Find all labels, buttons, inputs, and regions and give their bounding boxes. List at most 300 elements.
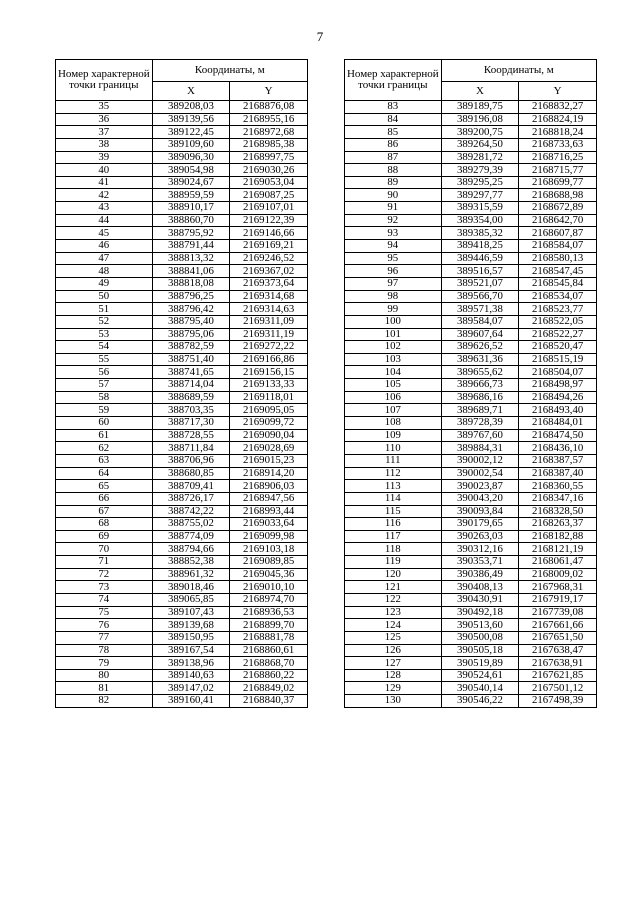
point-number-cell: 71 xyxy=(56,556,153,569)
y-coordinate-cell: 2168545,84 xyxy=(519,277,597,290)
x-coordinate-cell: 389666,73 xyxy=(441,379,519,392)
point-number-cell: 120 xyxy=(345,568,442,581)
y-coordinate-cell: 2168121,19 xyxy=(519,543,597,556)
y-coordinate-cell: 2169015,23 xyxy=(230,454,308,467)
table-row xyxy=(345,214,597,227)
x-coordinate-cell: 389884,31 xyxy=(441,442,519,455)
table-row xyxy=(345,265,597,278)
table-row xyxy=(345,404,597,417)
point-number-cell: 45 xyxy=(56,227,153,240)
x-coordinate-cell: 389139,56 xyxy=(152,113,230,126)
point-number-cell: 99 xyxy=(345,303,442,316)
y-coordinate-cell: 2168387,57 xyxy=(519,454,597,467)
x-coordinate-cell: 389631,36 xyxy=(441,353,519,366)
y-coordinate-cell: 2167638,47 xyxy=(519,644,597,657)
table-row xyxy=(345,543,597,556)
point-number-cell: 90 xyxy=(345,189,442,202)
point-number-cell: 52 xyxy=(56,315,153,328)
table-row xyxy=(56,682,308,695)
y-coordinate-cell: 2168955,16 xyxy=(230,113,308,126)
y-coordinate-cell: 2168733,63 xyxy=(519,138,597,151)
point-number-cell: 79 xyxy=(56,657,153,670)
table-row xyxy=(56,454,308,467)
table-row xyxy=(345,695,597,708)
x-coordinate-cell: 390179,65 xyxy=(441,518,519,531)
x-coordinate-cell: 388742,22 xyxy=(152,505,230,518)
point-number-cell: 96 xyxy=(345,265,442,278)
table-row xyxy=(345,442,597,455)
y-coordinate-cell: 2169314,63 xyxy=(230,303,308,316)
table-row xyxy=(345,556,597,569)
y-coordinate-cell: 2169030,26 xyxy=(230,164,308,177)
x-coordinate-cell: 389264,50 xyxy=(441,138,519,151)
point-number-cell: 73 xyxy=(56,581,153,594)
point-number-cell: 57 xyxy=(56,379,153,392)
y-coordinate-cell: 2168672,89 xyxy=(519,202,597,215)
x-coordinate-cell: 390430,91 xyxy=(441,593,519,606)
x-coordinate-cell: 390408,13 xyxy=(441,581,519,594)
x-coordinate-cell: 388680,85 xyxy=(152,467,230,480)
table-row xyxy=(56,126,308,139)
point-number-cell: 115 xyxy=(345,505,442,518)
point-number-cell: 43 xyxy=(56,202,153,215)
table-row xyxy=(56,669,308,682)
point-number-cell: 105 xyxy=(345,379,442,392)
x-coordinate-cell: 389521,07 xyxy=(441,277,519,290)
x-coordinate-cell: 389385,32 xyxy=(441,227,519,240)
point-number-cell: 60 xyxy=(56,417,153,430)
y-coordinate-cell: 2169033,64 xyxy=(230,518,308,531)
y-coordinate-cell: 2168642,70 xyxy=(519,214,597,227)
y-coordinate-cell: 2168699,77 xyxy=(519,176,597,189)
header-coordinates: Координаты, м xyxy=(152,60,307,82)
y-coordinate-cell: 2167638,91 xyxy=(519,657,597,670)
x-coordinate-cell: 389584,07 xyxy=(441,315,519,328)
table-row xyxy=(56,644,308,657)
y-coordinate-cell: 2168849,02 xyxy=(230,682,308,695)
x-coordinate-cell: 390519,89 xyxy=(441,657,519,670)
y-coordinate-cell: 2167621,85 xyxy=(519,669,597,682)
y-coordinate-cell: 2167919,17 xyxy=(519,593,597,606)
table-row xyxy=(56,619,308,632)
table-row xyxy=(56,581,308,594)
x-coordinate-cell: 388782,59 xyxy=(152,341,230,354)
table-row xyxy=(56,404,308,417)
point-number-cell: 80 xyxy=(56,669,153,682)
point-number-cell: 117 xyxy=(345,530,442,543)
point-number-cell: 130 xyxy=(345,695,442,708)
point-number-cell: 81 xyxy=(56,682,153,695)
y-coordinate-cell: 2169146,66 xyxy=(230,227,308,240)
y-coordinate-cell: 2168985,38 xyxy=(230,138,308,151)
point-number-cell: 53 xyxy=(56,328,153,341)
point-number-cell: 64 xyxy=(56,467,153,480)
y-coordinate-cell: 2168584,07 xyxy=(519,240,597,253)
y-coordinate-cell: 2168263,37 xyxy=(519,518,597,531)
table-row xyxy=(56,176,308,189)
x-coordinate-cell: 388794,66 xyxy=(152,543,230,556)
x-coordinate-cell: 388751,40 xyxy=(152,353,230,366)
y-coordinate-cell: 2169095,05 xyxy=(230,404,308,417)
table-row xyxy=(345,682,597,695)
point-number-cell: 124 xyxy=(345,619,442,632)
x-coordinate-cell: 388717,30 xyxy=(152,417,230,430)
y-coordinate-cell: 2168387,40 xyxy=(519,467,597,480)
x-coordinate-cell: 388813,32 xyxy=(152,252,230,265)
table-row xyxy=(56,492,308,505)
point-number-cell: 61 xyxy=(56,429,153,442)
table-row xyxy=(345,505,597,518)
point-number-cell: 75 xyxy=(56,606,153,619)
y-coordinate-cell: 2168868,70 xyxy=(230,657,308,670)
y-coordinate-cell: 2169118,01 xyxy=(230,391,308,404)
x-coordinate-cell: 389024,67 xyxy=(152,176,230,189)
table-row xyxy=(56,353,308,366)
point-number-cell: 51 xyxy=(56,303,153,316)
x-coordinate-cell: 390546,22 xyxy=(441,695,519,708)
y-coordinate-cell: 2168009,02 xyxy=(519,568,597,581)
x-coordinate-cell: 388706,96 xyxy=(152,454,230,467)
x-coordinate-cell: 390505,18 xyxy=(441,644,519,657)
table-row xyxy=(56,379,308,392)
table-row xyxy=(345,467,597,480)
table-row xyxy=(56,290,308,303)
table-row xyxy=(345,101,597,114)
x-coordinate-cell: 389418,25 xyxy=(441,240,519,253)
table-row xyxy=(345,277,597,290)
point-number-cell: 48 xyxy=(56,265,153,278)
y-coordinate-cell: 2168860,61 xyxy=(230,644,308,657)
point-number-cell: 54 xyxy=(56,341,153,354)
table-row xyxy=(345,669,597,682)
table-row xyxy=(345,379,597,392)
point-number-cell: 125 xyxy=(345,631,442,644)
x-coordinate-cell: 388741,65 xyxy=(152,366,230,379)
point-number-cell: 116 xyxy=(345,518,442,531)
y-coordinate-cell: 2169314,68 xyxy=(230,290,308,303)
x-coordinate-cell: 390353,71 xyxy=(441,556,519,569)
point-number-cell: 42 xyxy=(56,189,153,202)
x-coordinate-cell: 388860,70 xyxy=(152,214,230,227)
table-row xyxy=(56,568,308,581)
point-number-cell: 111 xyxy=(345,454,442,467)
point-number-cell: 128 xyxy=(345,669,442,682)
page-number: 7 xyxy=(316,29,324,44)
y-coordinate-cell: 2169166,86 xyxy=(230,353,308,366)
y-coordinate-cell: 2168484,01 xyxy=(519,417,597,430)
table-row xyxy=(56,593,308,606)
x-coordinate-cell: 389446,59 xyxy=(441,252,519,265)
x-coordinate-cell: 389054,98 xyxy=(152,164,230,177)
x-coordinate-cell: 388774,09 xyxy=(152,530,230,543)
y-coordinate-cell: 2168818,24 xyxy=(519,126,597,139)
x-coordinate-cell: 388791,44 xyxy=(152,240,230,253)
table-row xyxy=(345,202,597,215)
table-row xyxy=(56,265,308,278)
table-row xyxy=(56,429,308,442)
table-row xyxy=(56,467,308,480)
table-row xyxy=(56,303,308,316)
table-row xyxy=(345,631,597,644)
x-coordinate-cell: 388755,02 xyxy=(152,518,230,531)
x-coordinate-cell: 390492,18 xyxy=(441,606,519,619)
x-coordinate-cell: 389107,43 xyxy=(152,606,230,619)
point-number-cell: 77 xyxy=(56,631,153,644)
x-coordinate-cell: 389728,39 xyxy=(441,417,519,430)
point-number-cell: 97 xyxy=(345,277,442,290)
table-row xyxy=(345,164,597,177)
table-row xyxy=(56,480,308,493)
x-coordinate-cell: 389200,75 xyxy=(441,126,519,139)
x-coordinate-cell: 389160,41 xyxy=(152,695,230,708)
x-coordinate-cell: 389147,02 xyxy=(152,682,230,695)
table-row xyxy=(56,113,308,126)
point-number-cell: 103 xyxy=(345,353,442,366)
table-row xyxy=(56,341,308,354)
x-coordinate-cell: 389626,52 xyxy=(441,341,519,354)
table-row xyxy=(56,164,308,177)
y-coordinate-cell: 2168347,16 xyxy=(519,492,597,505)
table-row xyxy=(56,151,308,164)
y-coordinate-cell: 2168974,70 xyxy=(230,593,308,606)
point-number-cell: 82 xyxy=(56,695,153,708)
y-coordinate-cell: 2167661,66 xyxy=(519,619,597,632)
point-number-cell: 108 xyxy=(345,417,442,430)
table-row xyxy=(345,417,597,430)
point-number-cell: 122 xyxy=(345,593,442,606)
x-coordinate-cell: 389571,38 xyxy=(441,303,519,316)
table-row xyxy=(345,189,597,202)
x-coordinate-cell: 390312,16 xyxy=(441,543,519,556)
y-coordinate-cell: 2168547,45 xyxy=(519,265,597,278)
table-row xyxy=(345,454,597,467)
point-number-cell: 129 xyxy=(345,682,442,695)
table-row xyxy=(345,391,597,404)
y-coordinate-cell: 2168061,47 xyxy=(519,556,597,569)
point-number-cell: 114 xyxy=(345,492,442,505)
x-coordinate-cell: 388796,25 xyxy=(152,290,230,303)
x-coordinate-cell: 389018,46 xyxy=(152,581,230,594)
y-coordinate-cell: 2169107,01 xyxy=(230,202,308,215)
table-row xyxy=(56,631,308,644)
y-coordinate-cell: 2168328,50 xyxy=(519,505,597,518)
point-number-cell: 70 xyxy=(56,543,153,556)
y-coordinate-cell: 2168914,20 xyxy=(230,467,308,480)
header-y: Y xyxy=(230,82,308,101)
y-coordinate-cell: 2169367,02 xyxy=(230,265,308,278)
table-row xyxy=(345,657,597,670)
x-coordinate-cell: 389297,77 xyxy=(441,189,519,202)
point-number-cell: 36 xyxy=(56,113,153,126)
table-row xyxy=(345,290,597,303)
point-number-cell: 88 xyxy=(345,164,442,177)
y-coordinate-cell: 2168832,27 xyxy=(519,101,597,114)
table-row xyxy=(56,442,308,455)
x-coordinate-cell: 388714,04 xyxy=(152,379,230,392)
x-coordinate-cell: 388961,32 xyxy=(152,568,230,581)
point-number-cell: 38 xyxy=(56,138,153,151)
table-row xyxy=(345,151,597,164)
coordinates-table-left xyxy=(55,59,308,708)
y-coordinate-cell: 2168997,75 xyxy=(230,151,308,164)
y-coordinate-cell: 2169099,98 xyxy=(230,530,308,543)
x-coordinate-cell: 389189,75 xyxy=(441,101,519,114)
x-coordinate-cell: 389122,45 xyxy=(152,126,230,139)
table-row xyxy=(345,176,597,189)
table-row xyxy=(56,202,308,215)
table-row xyxy=(56,530,308,543)
x-coordinate-cell: 389279,39 xyxy=(441,164,519,177)
y-coordinate-cell: 2168972,68 xyxy=(230,126,308,139)
table-row xyxy=(56,543,308,556)
x-coordinate-cell: 389150,95 xyxy=(152,631,230,644)
x-coordinate-cell: 389065,85 xyxy=(152,593,230,606)
y-coordinate-cell: 2168498,97 xyxy=(519,379,597,392)
y-coordinate-cell: 2169103,18 xyxy=(230,543,308,556)
x-coordinate-cell: 389138,96 xyxy=(152,657,230,670)
point-number-cell: 50 xyxy=(56,290,153,303)
x-coordinate-cell: 389689,71 xyxy=(441,404,519,417)
x-coordinate-cell: 390386,49 xyxy=(441,568,519,581)
table-row xyxy=(345,366,597,379)
point-number-cell: 84 xyxy=(345,113,442,126)
table-row xyxy=(345,227,597,240)
point-number-cell: 121 xyxy=(345,581,442,594)
table-row xyxy=(56,505,308,518)
y-coordinate-cell: 2169156,15 xyxy=(230,366,308,379)
y-coordinate-cell: 2168360,55 xyxy=(519,480,597,493)
x-coordinate-cell: 390093,84 xyxy=(441,505,519,518)
x-coordinate-cell: 390513,60 xyxy=(441,619,519,632)
x-coordinate-cell: 388910,17 xyxy=(152,202,230,215)
y-coordinate-cell: 2168520,47 xyxy=(519,341,597,354)
point-number-cell: 104 xyxy=(345,366,442,379)
table-row xyxy=(56,252,308,265)
point-number-cell: 89 xyxy=(345,176,442,189)
point-number-cell: 41 xyxy=(56,176,153,189)
header-y: Y xyxy=(519,82,597,101)
table-row xyxy=(345,138,597,151)
x-coordinate-cell: 389167,54 xyxy=(152,644,230,657)
y-coordinate-cell: 2168840,37 xyxy=(230,695,308,708)
x-coordinate-cell: 389315,59 xyxy=(441,202,519,215)
table-row xyxy=(345,353,597,366)
x-coordinate-cell: 388959,59 xyxy=(152,189,230,202)
point-number-cell: 76 xyxy=(56,619,153,632)
x-coordinate-cell: 390263,03 xyxy=(441,530,519,543)
y-coordinate-cell: 2168182,88 xyxy=(519,530,597,543)
y-coordinate-cell: 2168504,07 xyxy=(519,366,597,379)
table-row xyxy=(56,366,308,379)
point-number-cell: 46 xyxy=(56,240,153,253)
point-number-cell: 55 xyxy=(56,353,153,366)
point-number-cell: 83 xyxy=(345,101,442,114)
x-coordinate-cell: 389655,62 xyxy=(441,366,519,379)
y-coordinate-cell: 2168715,77 xyxy=(519,164,597,177)
table-row xyxy=(345,581,597,594)
y-coordinate-cell: 2169272,22 xyxy=(230,341,308,354)
y-coordinate-cell: 2168515,19 xyxy=(519,353,597,366)
table-row xyxy=(345,480,597,493)
table-row xyxy=(56,189,308,202)
y-coordinate-cell: 2169311,19 xyxy=(230,328,308,341)
point-number-cell: 59 xyxy=(56,404,153,417)
x-coordinate-cell: 389516,57 xyxy=(441,265,519,278)
y-coordinate-cell: 2169311,09 xyxy=(230,315,308,328)
x-coordinate-cell: 390043,20 xyxy=(441,492,519,505)
y-coordinate-cell: 2168881,78 xyxy=(230,631,308,644)
y-coordinate-cell: 2169246,52 xyxy=(230,252,308,265)
table-row xyxy=(56,657,308,670)
y-coordinate-cell: 2167968,31 xyxy=(519,581,597,594)
y-coordinate-cell: 2169122,39 xyxy=(230,214,308,227)
point-number-cell: 37 xyxy=(56,126,153,139)
table-row xyxy=(345,252,597,265)
y-coordinate-cell: 2168607,87 xyxy=(519,227,597,240)
point-number-cell: 118 xyxy=(345,543,442,556)
y-coordinate-cell: 2169045,36 xyxy=(230,568,308,581)
point-number-cell: 126 xyxy=(345,644,442,657)
table-row xyxy=(345,328,597,341)
table-row xyxy=(56,695,308,708)
y-coordinate-cell: 2168474,50 xyxy=(519,429,597,442)
coordinates-table-right xyxy=(344,59,597,708)
table-row xyxy=(345,644,597,657)
point-number-cell: 100 xyxy=(345,315,442,328)
point-number-cell: 62 xyxy=(56,442,153,455)
y-coordinate-cell: 2168494,26 xyxy=(519,391,597,404)
x-coordinate-cell: 389354,00 xyxy=(441,214,519,227)
x-coordinate-cell: 390023,87 xyxy=(441,480,519,493)
x-coordinate-cell: 390002,12 xyxy=(441,454,519,467)
x-coordinate-cell: 390540,14 xyxy=(441,682,519,695)
y-coordinate-cell: 2167498,39 xyxy=(519,695,597,708)
point-number-cell: 44 xyxy=(56,214,153,227)
point-number-cell: 119 xyxy=(345,556,442,569)
x-coordinate-cell: 390524,61 xyxy=(441,669,519,682)
point-number-cell: 107 xyxy=(345,404,442,417)
x-coordinate-cell: 389196,08 xyxy=(441,113,519,126)
y-coordinate-cell: 2168899,70 xyxy=(230,619,308,632)
table-row xyxy=(345,113,597,126)
y-coordinate-cell: 2168860,22 xyxy=(230,669,308,682)
table-row xyxy=(56,214,308,227)
x-coordinate-cell: 389208,03 xyxy=(152,101,230,114)
table-row xyxy=(56,606,308,619)
x-coordinate-cell: 388728,55 xyxy=(152,429,230,442)
x-coordinate-cell: 388795,92 xyxy=(152,227,230,240)
x-coordinate-cell: 389767,60 xyxy=(441,429,519,442)
point-number-cell: 123 xyxy=(345,606,442,619)
table-row xyxy=(345,240,597,253)
y-coordinate-cell: 2167501,12 xyxy=(519,682,597,695)
x-coordinate-cell: 388711,84 xyxy=(152,442,230,455)
y-coordinate-cell: 2169089,85 xyxy=(230,556,308,569)
table-row xyxy=(56,518,308,531)
point-number-cell: 39 xyxy=(56,151,153,164)
point-number-cell: 40 xyxy=(56,164,153,177)
point-number-cell: 113 xyxy=(345,480,442,493)
x-coordinate-cell: 389686,16 xyxy=(441,391,519,404)
table-row xyxy=(345,593,597,606)
table-row xyxy=(345,429,597,442)
y-coordinate-cell: 2167651,50 xyxy=(519,631,597,644)
point-number-cell: 92 xyxy=(345,214,442,227)
y-coordinate-cell: 2168534,07 xyxy=(519,290,597,303)
x-coordinate-cell: 389139,68 xyxy=(152,619,230,632)
table-body-right xyxy=(345,101,597,708)
y-coordinate-cell: 2168523,77 xyxy=(519,303,597,316)
